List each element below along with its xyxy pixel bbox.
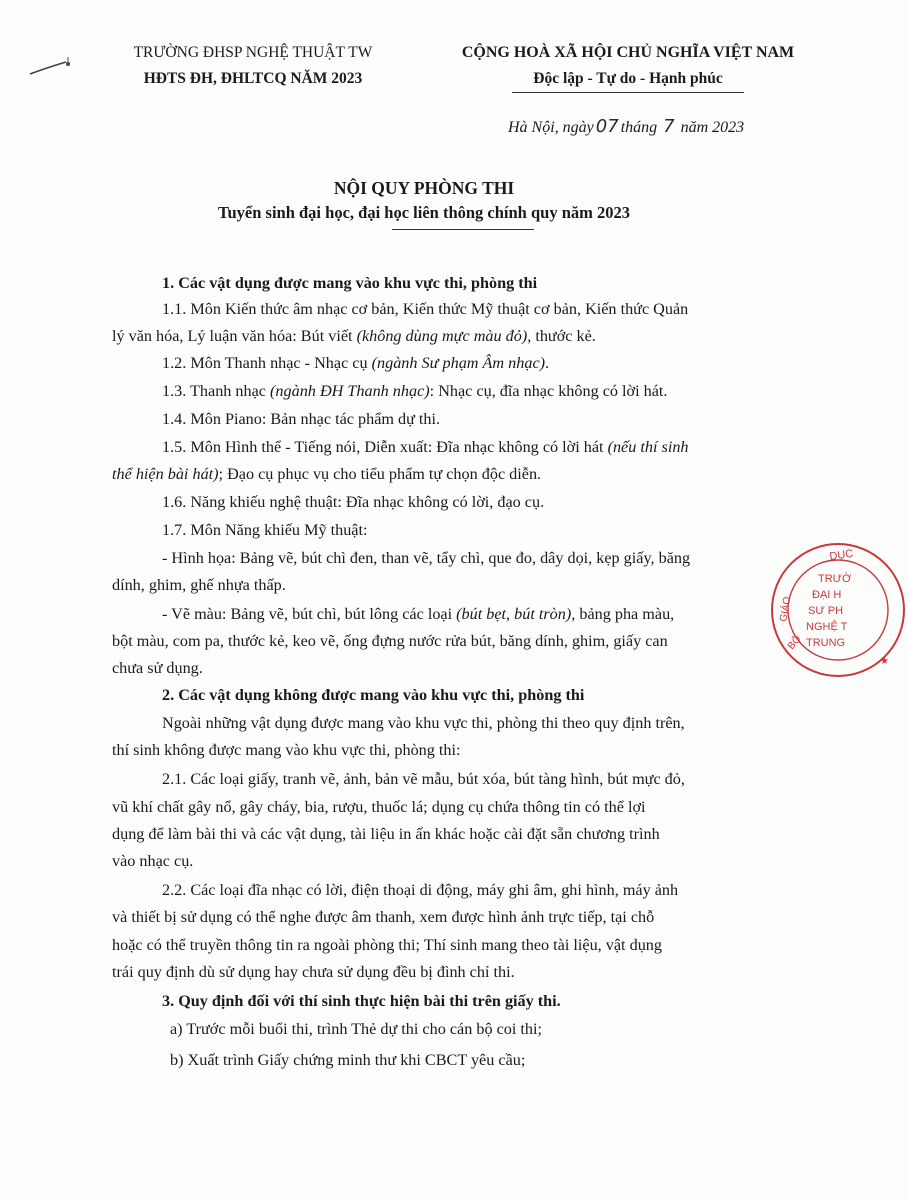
pen-mark [28,56,78,78]
item-1-1-line-2: lý văn hóa, Lý luận văn hóa: Bút viết (không dùng mực màu đỏ), thước kẻ. [112,327,596,345]
agency-line-2: HĐTS ĐH, ĐHLTCQ NĂM 2023 [143,70,363,87]
item-2-2-line-2: và thiết bị sử dụng có thể nghe được âm thanh, xem được hình ảnh trực tiếp, tại chỗ [112,908,655,926]
item-2-2-line-4: trái quy định dù sử dụng hay chưa sử dụng đều bị đình chỉ thi. [112,963,515,981]
item-1-1-line-1: 1.1. Môn Kiến thức âm nhạc cơ bản, Kiến thức Mỹ thuật cơ bản, Kiến thức Quản [162,300,689,318]
item-1-7-ve-mau-line-1: - Vẽ màu: Bảng vẽ, bút chì, bút lông các loại (bút bẹt, bút tròn), bảng pha màu, [162,605,675,623]
document-subtitle: Tuyển sinh đại học, đại học liên thông chính quy năm 2023 [217,203,631,222]
item-1-5-line-1: 1.5. Môn Hình thể - Tiếng nói, Diễn xuất: Đĩa nhạc không có lời hát (nếu thí sinh [162,438,689,456]
section-2-heading: 2. Các vật dụng không được mang vào khu vực thi, phòng thi [162,686,585,704]
item-2-1-line-3: dụng để làm bài thi và các vật dụng, tài liệu in ấn khác hoặc cài đặt sẵn chương trình [112,825,660,843]
stamp-inner-2: ĐẠI H [812,589,842,601]
item-1-7-ve-mau-line-2: bột màu, com pa, thước kẻ, keo vẽ, ống đựng nước rửa bút, băng dính, ghim, giấy can [112,632,668,650]
subtitle-underline [392,229,534,230]
item-3-a: a) Trước mỗi buổi thi, trình Thẻ dự thi cho cán bộ coi thi; [170,1020,543,1038]
item-2-1-line-2: vũ khí chất gây nổ, gây cháy, bia, rượu, thuốc lá; dụng cụ chứa thông tin có thể lợi [112,798,646,816]
stamp-ring-left: GIÁO [778,595,794,623]
section-3-heading: 3. Quy định đối với thí sinh thực hiện bài thi trên giấy thi. [162,992,561,1010]
item-2-1-line-4: vào nhạc cụ. [112,852,194,870]
stamp-inner-3: SƯ PH [808,605,844,617]
stamp-ring-bottom-left: BỘ [785,633,804,652]
item-1-4: 1.4. Môn Piano: Bản nhạc tác phẩm dự thi. [162,410,441,428]
item-1-2: 1.2. Môn Thanh nhạc - Nhạc cụ (ngành Sư phạm Âm nhạc). [162,354,550,372]
item-2-2-line-1: 2.2. Các loại đĩa nhạc có lời, điện thoại di động, máy ghi âm, ghi hình, máy ảnh [162,881,679,899]
item-1-6: 1.6. Năng khiếu nghệ thuật: Đĩa nhạc không có lời, đạo cụ. [162,493,545,511]
date-prefix: Hà Nội, ngày [508,119,594,136]
national-title: CỘNG HOÀ XÃ HỘI CHỦ NGHĨA VIỆT NAM [461,44,795,61]
document-title: NỘI QUY PHÒNG THI [333,178,515,198]
date-year: năm 2023 [680,119,745,136]
item-1-3: 1.3. Thanh nhạc (ngành ĐH Thanh nhạc): Nhạc cụ, đĩa nhạc không có lời hát. [162,382,668,400]
item-1-7: 1.7. Môn Năng khiếu Mỹ thuật: [162,521,368,539]
section-2-intro-line-1: Ngoài những vật dụng được mang vào khu vực thi, phòng thi theo quy định trên, [162,714,685,732]
item-1-7-ve-mau-line-3: chưa sử dụng. [112,659,203,677]
stamp-inner-4: NGHỆ T [806,621,848,633]
date-day: 07 [595,116,619,137]
stamp-ring-top: DỤC [828,547,855,563]
item-2-2-line-3: hoặc có thể truyền thông tin ra ngoài phòng thi; Thí sinh mang theo tài liệu, vật dụng [112,936,662,954]
date-month: 7 [663,116,675,137]
stamp-star: ★ [880,656,889,667]
date-line [508,116,744,137]
item-3-b: b) Xuất trình Giấy chứng minh thư khi CBCT yêu cầu; [170,1051,526,1069]
section-1-heading: 1. Các vật dụng được mang vào khu vực thi, phòng thi [162,274,538,292]
agency-line-1: TRƯỜNG ĐHSP NGHỆ THUẬT TW [133,44,373,61]
motto-underline [512,92,744,93]
item-1-7-hinh-hoa-line-2: dính, ghim, ghế nhựa thấp. [112,576,286,594]
item-1-7-hinh-hoa-line-1: - Hình họa: Bảng vẽ, bút chì đen, than vẽ, tẩy chì, que đo, dây dọi, kẹp giấy, băng [162,549,691,567]
item-2-1-line-1: 2.1. Các loại giấy, tranh vẽ, ảnh, bản vẽ mẫu, bút xóa, bút tàng hình, bút mực đỏ, [162,770,685,788]
stamp-inner-5: TRUNG [806,637,846,649]
school-stamp [768,540,908,680]
item-1-5-line-2: thể hiện bài hát); Đạo cụ phục vụ cho tiểu phẩm tự chọn độc diễn. [112,465,542,483]
stamp-inner-1: TRƯỜ [818,573,852,585]
date-month-label: tháng [620,119,658,136]
national-motto: Độc lập - Tự do - Hạnh phúc [533,70,723,87]
section-2-intro-line-2: thí sinh không được mang vào khu vực thi, phòng thi: [112,741,461,759]
